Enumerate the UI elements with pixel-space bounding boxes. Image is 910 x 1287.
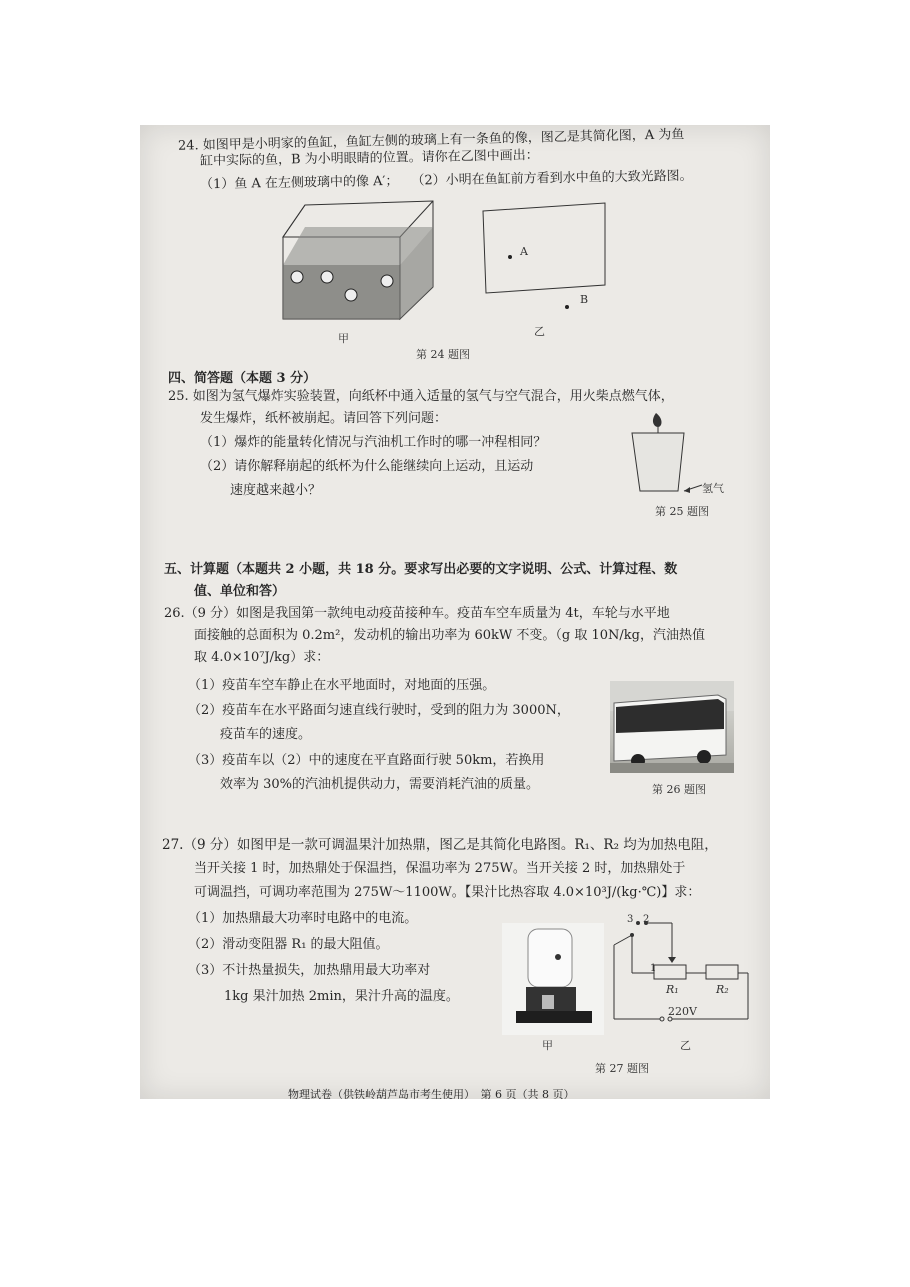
q25-line-3: （1）爆炸的能量转化情况与汽油机工作时的哪一冲程相同？ (200, 435, 547, 450)
section-5-line-2: 值、单位和答） (194, 584, 286, 599)
fish-tank-figure (275, 197, 445, 327)
point-b-label: B (580, 293, 589, 306)
q26-line-1: 26.（9 分）如图是我国第一款纯电动疫苗接种车。疫苗车空车质量为 4t，车轮与水平地 (164, 606, 670, 621)
switch-terminal-3: 3 (627, 914, 634, 925)
q27-fig-a-label: 甲 (542, 1039, 553, 1052)
q25-line-5: 速度越来越小？ (230, 483, 322, 498)
q24-caption: 第 24 题图 (416, 348, 470, 361)
q26-line-5: （2）疫苗车在水平路面匀速直线行驶时，受到的阻力为 3000N， (188, 703, 570, 718)
q27-fig-b-label: 乙 (680, 1039, 691, 1052)
q25-line-1: 25. 如图为氢气爆炸实验装置，向纸杯中通入适量的氢气与空气混合，用火柴点燃气体， (168, 389, 674, 404)
q26-line-8: 效率为 30%的汽油机提供动力，需要消耗汽油的质量。 (220, 777, 540, 792)
q26-caption: 第 26 题图 (652, 783, 706, 796)
q24-line-2: 缸中实际的鱼，B 为小明眼睛的位置。请你在乙图中画出： (199, 148, 539, 169)
q27-line-1: 27.（9 分）如图甲是一款可调温果汁加热鼎，图乙是其简化电路图。R₁、R₂ 均为加热电阻， (162, 837, 718, 853)
point-a-label: A (520, 245, 528, 258)
q25-line-2: 发生爆炸，纸杯被崩起。请回答下列问题： (200, 411, 448, 426)
simplified-diagram (480, 201, 610, 321)
q27-line-2: 当开关接 1 时，加热鼎处于保温挡，保温功率为 275W。当开关接 2 时，加热鼎处于 (194, 861, 686, 876)
section-5-line-1: 五、计算题（本题共 2 小题，共 18 分。要求写出必要的文字说明、公式、计算过程、数 (164, 562, 678, 577)
r1-label: R₁ (666, 983, 679, 996)
q27-line-4: （1）加热鼎最大功率时电路中的电流。 (188, 911, 418, 926)
q24-line-1: 24. 如图甲是小明家的鱼缸，鱼缸左侧的玻璃上有一条鱼的像，图乙是其简化图，A 为鱼 (177, 127, 685, 154)
q27-line-6: （3）不计热量损失，加热鼎用最大功率对 (188, 963, 431, 978)
q26-line-3: 取 4.0×10⁷J/kg）求： (194, 650, 330, 665)
q26-line-2: 面接触的总面积为 0.2m²，发动机的输出功率为 60kW 不变。（g 取 10N/kg，汽油热值 (194, 628, 705, 643)
heating-pot-photo (502, 923, 604, 1035)
q26-line-7: （3）疫苗车以（2）中的速度在平直路面行驶 50km，若换用 (188, 753, 545, 768)
voltage-label: 220V (668, 1005, 697, 1018)
section-4-title: 四、简答题（本题 3 分） (168, 371, 317, 386)
q24-fig-b-label: 乙 (534, 325, 545, 338)
page-footer: 物理试卷（供铁岭葫芦岛市考生使用） 第 6 页（共 8 页） (288, 1088, 575, 1099)
r2-label: R₂ (716, 983, 729, 996)
hydrogen-label: 氢气 (702, 482, 724, 495)
switch-terminal-2: 2 (643, 914, 650, 925)
switch-terminal-1: 1 (650, 963, 657, 974)
q25-caption: 第 25 题图 (655, 505, 709, 518)
q27-line-5: （2）滑动变阻器 R₁ 的最大阻值。 (188, 937, 389, 952)
q24-fig-a-label: 甲 (338, 332, 349, 345)
q27-caption: 第 27 题图 (595, 1062, 649, 1075)
q27-line-3: 可调温挡，可调功率范围为 275W～1100W。【果汁比热容取 4.0×10³J/(kg·℃)】求： (194, 885, 701, 900)
q25-line-4: （2）请你解释崩起的纸杯为什么能继续向上运动，且运动 (200, 459, 534, 474)
q26-line-6: 疫苗车的速度。 (220, 727, 312, 742)
exam-page (140, 125, 770, 1099)
q26-line-4: （1）疫苗车空车静止在水平地面时，对地面的压强。 (188, 678, 496, 693)
vaccine-bus-photo (610, 681, 734, 773)
q24-line-3: （1）鱼 A 在左侧玻璃中的像 A′； （2）小明在鱼缸前方看到水中鱼的大致光路图。 (199, 168, 693, 193)
q27-line-7: 1kg 果汁加热 2min，果汁升高的温度。 (224, 989, 459, 1004)
